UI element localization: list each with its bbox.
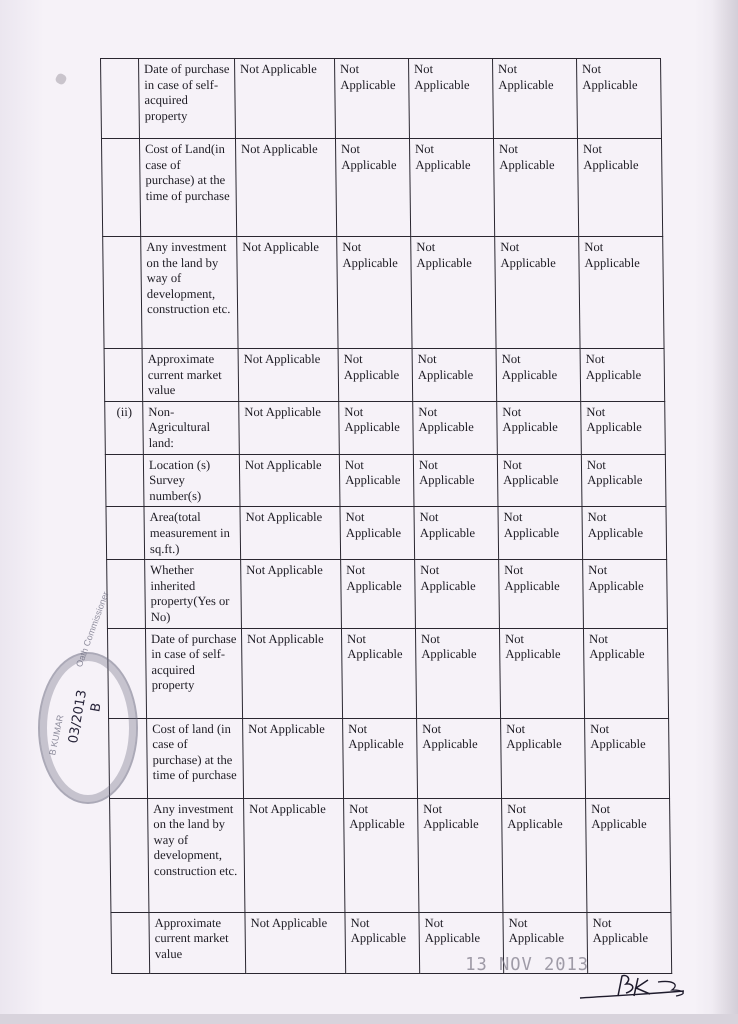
item-description-cell: Approximate current market value (149, 912, 246, 973)
item-description-cell: Area(total measurement in sq.ft.) (144, 507, 241, 560)
value-cell: Not Applicable (238, 349, 339, 402)
value-cell: Not Applicable (243, 718, 344, 798)
value-cell: Not Applicable (340, 507, 415, 560)
value-cell: Not Applicable (417, 718, 502, 798)
item-description-cell: Location (s) Survey number(s) (143, 454, 240, 507)
value-cell: Not Applicable (409, 59, 494, 139)
row-number-cell (105, 401, 144, 454)
value-cell: Not Applicable (341, 628, 416, 718)
value-cell: Not Applicable (241, 628, 342, 718)
table-row (110, 798, 671, 912)
table-row (109, 718, 670, 798)
seal-name: B KUMAR (47, 714, 66, 757)
table-row (101, 139, 662, 237)
value-cell: Not Applicable (419, 912, 504, 973)
value-cell: Not Applicable (241, 560, 342, 628)
value-cell: Not Applicable (502, 798, 587, 912)
value-cell: Not Applicable (235, 139, 336, 237)
row-number-cell (101, 139, 140, 237)
row-number-cell (103, 237, 142, 349)
value-cell: Not Applicable (341, 560, 416, 628)
value-cell: Not Applicable (239, 401, 340, 454)
value-cell: Not Applicable (493, 139, 578, 237)
value-cell: Not Applicable (580, 349, 665, 402)
row-number-cell (111, 912, 150, 973)
value-cell: Not Applicable (495, 237, 580, 349)
value-cell: Not Applicable (413, 401, 498, 454)
value-cell: Not Applicable (587, 912, 672, 973)
item-description-cell: Date of purchase in case of self-acquired property (139, 59, 236, 139)
value-cell: Not Applicable (586, 798, 671, 912)
value-cell: Not Applicable (343, 718, 418, 798)
item-description-cell: Approximate current market value (142, 349, 239, 402)
value-cell: Not Applicable (577, 139, 662, 237)
row-number-cell (101, 59, 140, 139)
value-cell: Not Applicable (418, 798, 503, 912)
assets-table (100, 58, 672, 974)
value-cell: Not Applicable (498, 507, 583, 560)
value-cell: Not Applicable (339, 454, 414, 507)
value-cell: Not Applicable (244, 798, 345, 912)
value-cell: Not Applicable (337, 237, 412, 349)
value-cell: Not Applicable (497, 401, 582, 454)
value-cell: Not Applicable (339, 401, 414, 454)
row-number-cell (104, 349, 143, 402)
value-cell: Not Applicable (503, 912, 588, 973)
table-row (105, 454, 666, 507)
value-cell: Not Applicable (413, 454, 498, 507)
value-cell: Not Applicable (581, 454, 666, 507)
item-description-cell: Non-Agricultural land: (143, 401, 240, 454)
handwritten-date: 03/2013 (66, 688, 91, 745)
value-cell: Not Applicable (335, 139, 410, 237)
value-cell: Not Applicable (344, 798, 419, 912)
value-cell: Not Applicable (499, 560, 584, 628)
item-description-cell: Any investment on the land by way of development, construction etc. (148, 798, 245, 912)
signature (576, 966, 696, 1006)
value-cell: Not Applicable (583, 628, 668, 718)
value-cell: Not Applicable (412, 349, 497, 402)
bottom-edge (0, 1014, 738, 1024)
assets-table-body (101, 59, 672, 974)
value-cell: Not Applicable (411, 237, 496, 349)
value-cell: Not Applicable (496, 349, 581, 402)
value-cell: Not Applicable (239, 454, 340, 507)
row-number-cell (106, 507, 145, 560)
value-cell: Not Applicable (235, 59, 336, 139)
row-number-cell (105, 454, 144, 507)
item-description-cell: Cost of Land(in case of purchase) at the time of purchase (139, 139, 236, 237)
received-date-stamp: 13 NOV 2013 (465, 954, 589, 975)
value-cell: Not Applicable (240, 507, 341, 560)
seal-text: Oath Commissioner (74, 590, 111, 669)
value-cell: Not Applicable (585, 718, 670, 798)
handwritten-initials: B (88, 701, 105, 714)
value-cell: Not Applicable (245, 912, 346, 973)
table-row (105, 401, 666, 454)
item-description-cell: Any investment on the land by way of development, construction etc. (141, 237, 238, 349)
item-description-cell: Whether inherited property(Yes or No) (145, 560, 242, 628)
value-cell: Not Applicable (581, 401, 666, 454)
value-cell: Not Applicable (414, 507, 499, 560)
row-number-cell (107, 560, 146, 628)
table-row (101, 59, 662, 139)
value-cell: Not Applicable (499, 628, 584, 718)
table-row (103, 237, 664, 349)
value-cell: Not Applicable (497, 454, 582, 507)
row-number-cell (110, 798, 149, 912)
value-cell: Not Applicable (579, 237, 664, 349)
page-shadow (712, 0, 738, 1024)
table-row (107, 560, 668, 628)
value-cell: Not Applicable (335, 59, 410, 139)
value-cell: Not Applicable (501, 718, 586, 798)
item-description-cell: Cost of land (in case of purchase) at the time of purchase (147, 718, 244, 798)
value-cell: Not Applicable (582, 507, 667, 560)
row-number: (ii) (116, 404, 133, 419)
table-row (107, 628, 668, 718)
table-row (104, 349, 665, 402)
value-cell: Not Applicable (583, 560, 668, 628)
value-cell: Not Applicable (409, 139, 494, 237)
value-cell: Not Applicable (577, 59, 662, 139)
value-cell: Not Applicable (415, 628, 500, 718)
value-cell: Not Applicable (345, 912, 420, 973)
value-cell: Not Applicable (237, 237, 338, 349)
item-description-cell: Date of purchase in case of self-acquired property (145, 628, 242, 718)
value-cell: Not Applicable (493, 59, 578, 139)
table-row (106, 507, 667, 560)
value-cell: Not Applicable (415, 560, 500, 628)
value-cell: Not Applicable (338, 349, 413, 402)
